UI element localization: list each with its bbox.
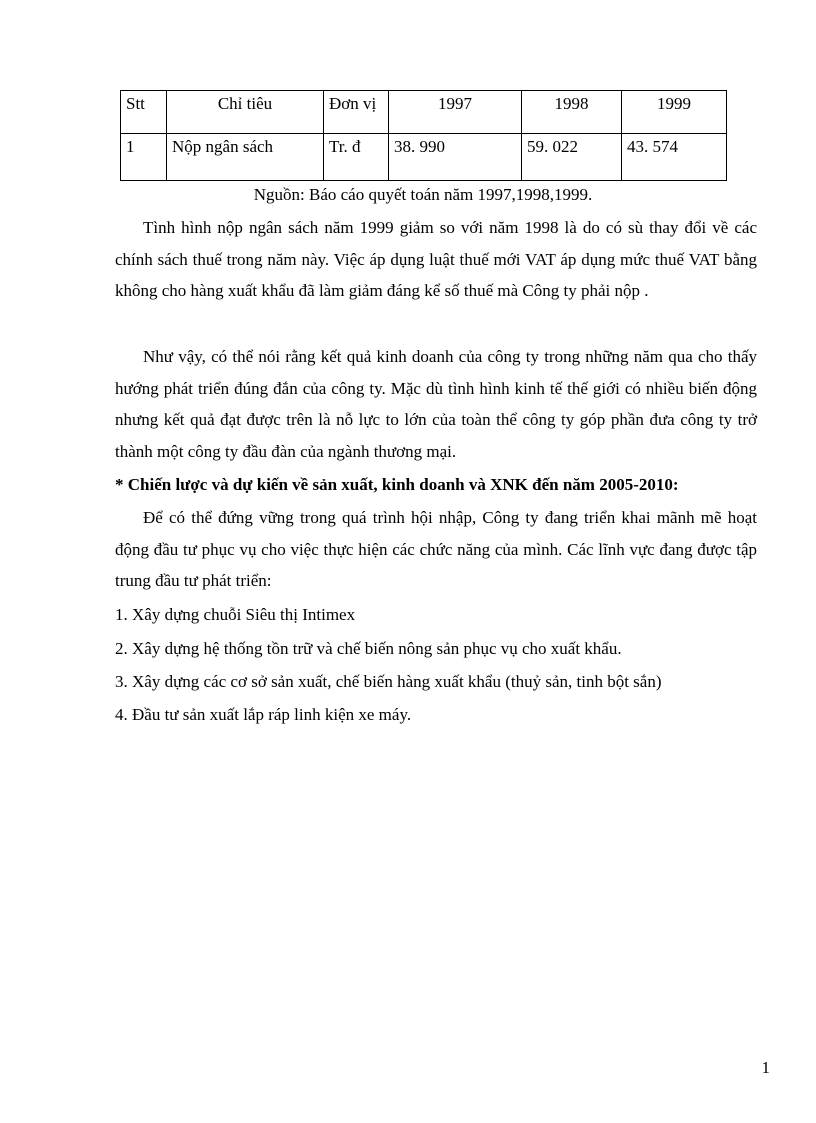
header-cell-1999: 1999	[622, 91, 727, 134]
paragraph-tax-change: Tình hình nộp ngân sách năm 1999 giảm so với năm 1998 là do có sù thay đổi về các chính sách thuế trong năm này. Việc áp dụng luật thuế mới VAT áp dụng mức thuế VAT bằng không cho hàng xuất khẩu đã làm giảm đáng kể số thuế mà Công ty phải nộp .	[115, 218, 757, 301]
paragraph-conclusion: Như vậy, có thể nói rằng kết quả kinh doanh của công ty trong những năm qua cho thấy hướng phát triển đúng đắn của công ty. Mặc dù tình hình kinh tế thế giới có nhiều biến động nhưng kết quả đạt được trên là nỗ lực to lớn của toàn thể công ty góp phần đưa công ty trở thành một công ty đầu đàn của ngành thương mại.	[115, 347, 757, 461]
table-row	[121, 134, 727, 181]
header-cell-1997: 1997	[389, 91, 522, 134]
header-cell-unit: Đơn vị	[324, 91, 389, 134]
list-item: 2. Xây dựng hệ thống tồn trữ và chế biến nông sản phục vụ cho xuất khẩu.	[115, 639, 622, 658]
list-item: 1. Xây dựng chuỗi Siêu thị Intimex	[115, 605, 356, 624]
page-number: 1	[761, 1058, 770, 1077]
cell-indicator: Nộp ngân sách	[167, 134, 324, 181]
table-source-note: Nguồn: Báo cáo quyết toán năm 1997,1998,1999.	[253, 185, 593, 204]
section-heading: * Chiến lược và dự kiến về sản xuất, kinh doanh và XNK đến năm 2005-2010:	[115, 475, 679, 494]
cell-1997: 38. 990	[389, 134, 522, 181]
cell-stt: 1	[121, 134, 167, 181]
budget-table	[120, 90, 727, 181]
header-cell-stt: Stt	[121, 91, 167, 134]
cell-1998: 59. 022	[522, 134, 622, 181]
cell-unit: Tr. đ	[324, 134, 389, 181]
paragraph-intro: Để có thể đứng vững trong quá trình hội nhập, Công ty đang triển khai mãnh mẽ hoạt động đầu tư phục vụ cho việc thực hiện các chức năng của mình. Các lĩnh vực đang được tập trung đầu tư phát triển:	[115, 508, 757, 591]
list-item: 4. Đầu tư sản xuất lắp ráp linh kiện xe máy.	[115, 705, 412, 724]
header-cell-1998: 1998	[522, 91, 622, 134]
header-cell-indicator: Chỉ tiêu	[167, 91, 324, 134]
cell-1999: 43. 574	[622, 134, 727, 181]
list-item: 3. Xây dựng các cơ sở sản xuất, chế biến hàng xuất khẩu (thuỷ sản, tinh bột sắn)	[115, 672, 662, 691]
table-header-row	[121, 91, 727, 134]
